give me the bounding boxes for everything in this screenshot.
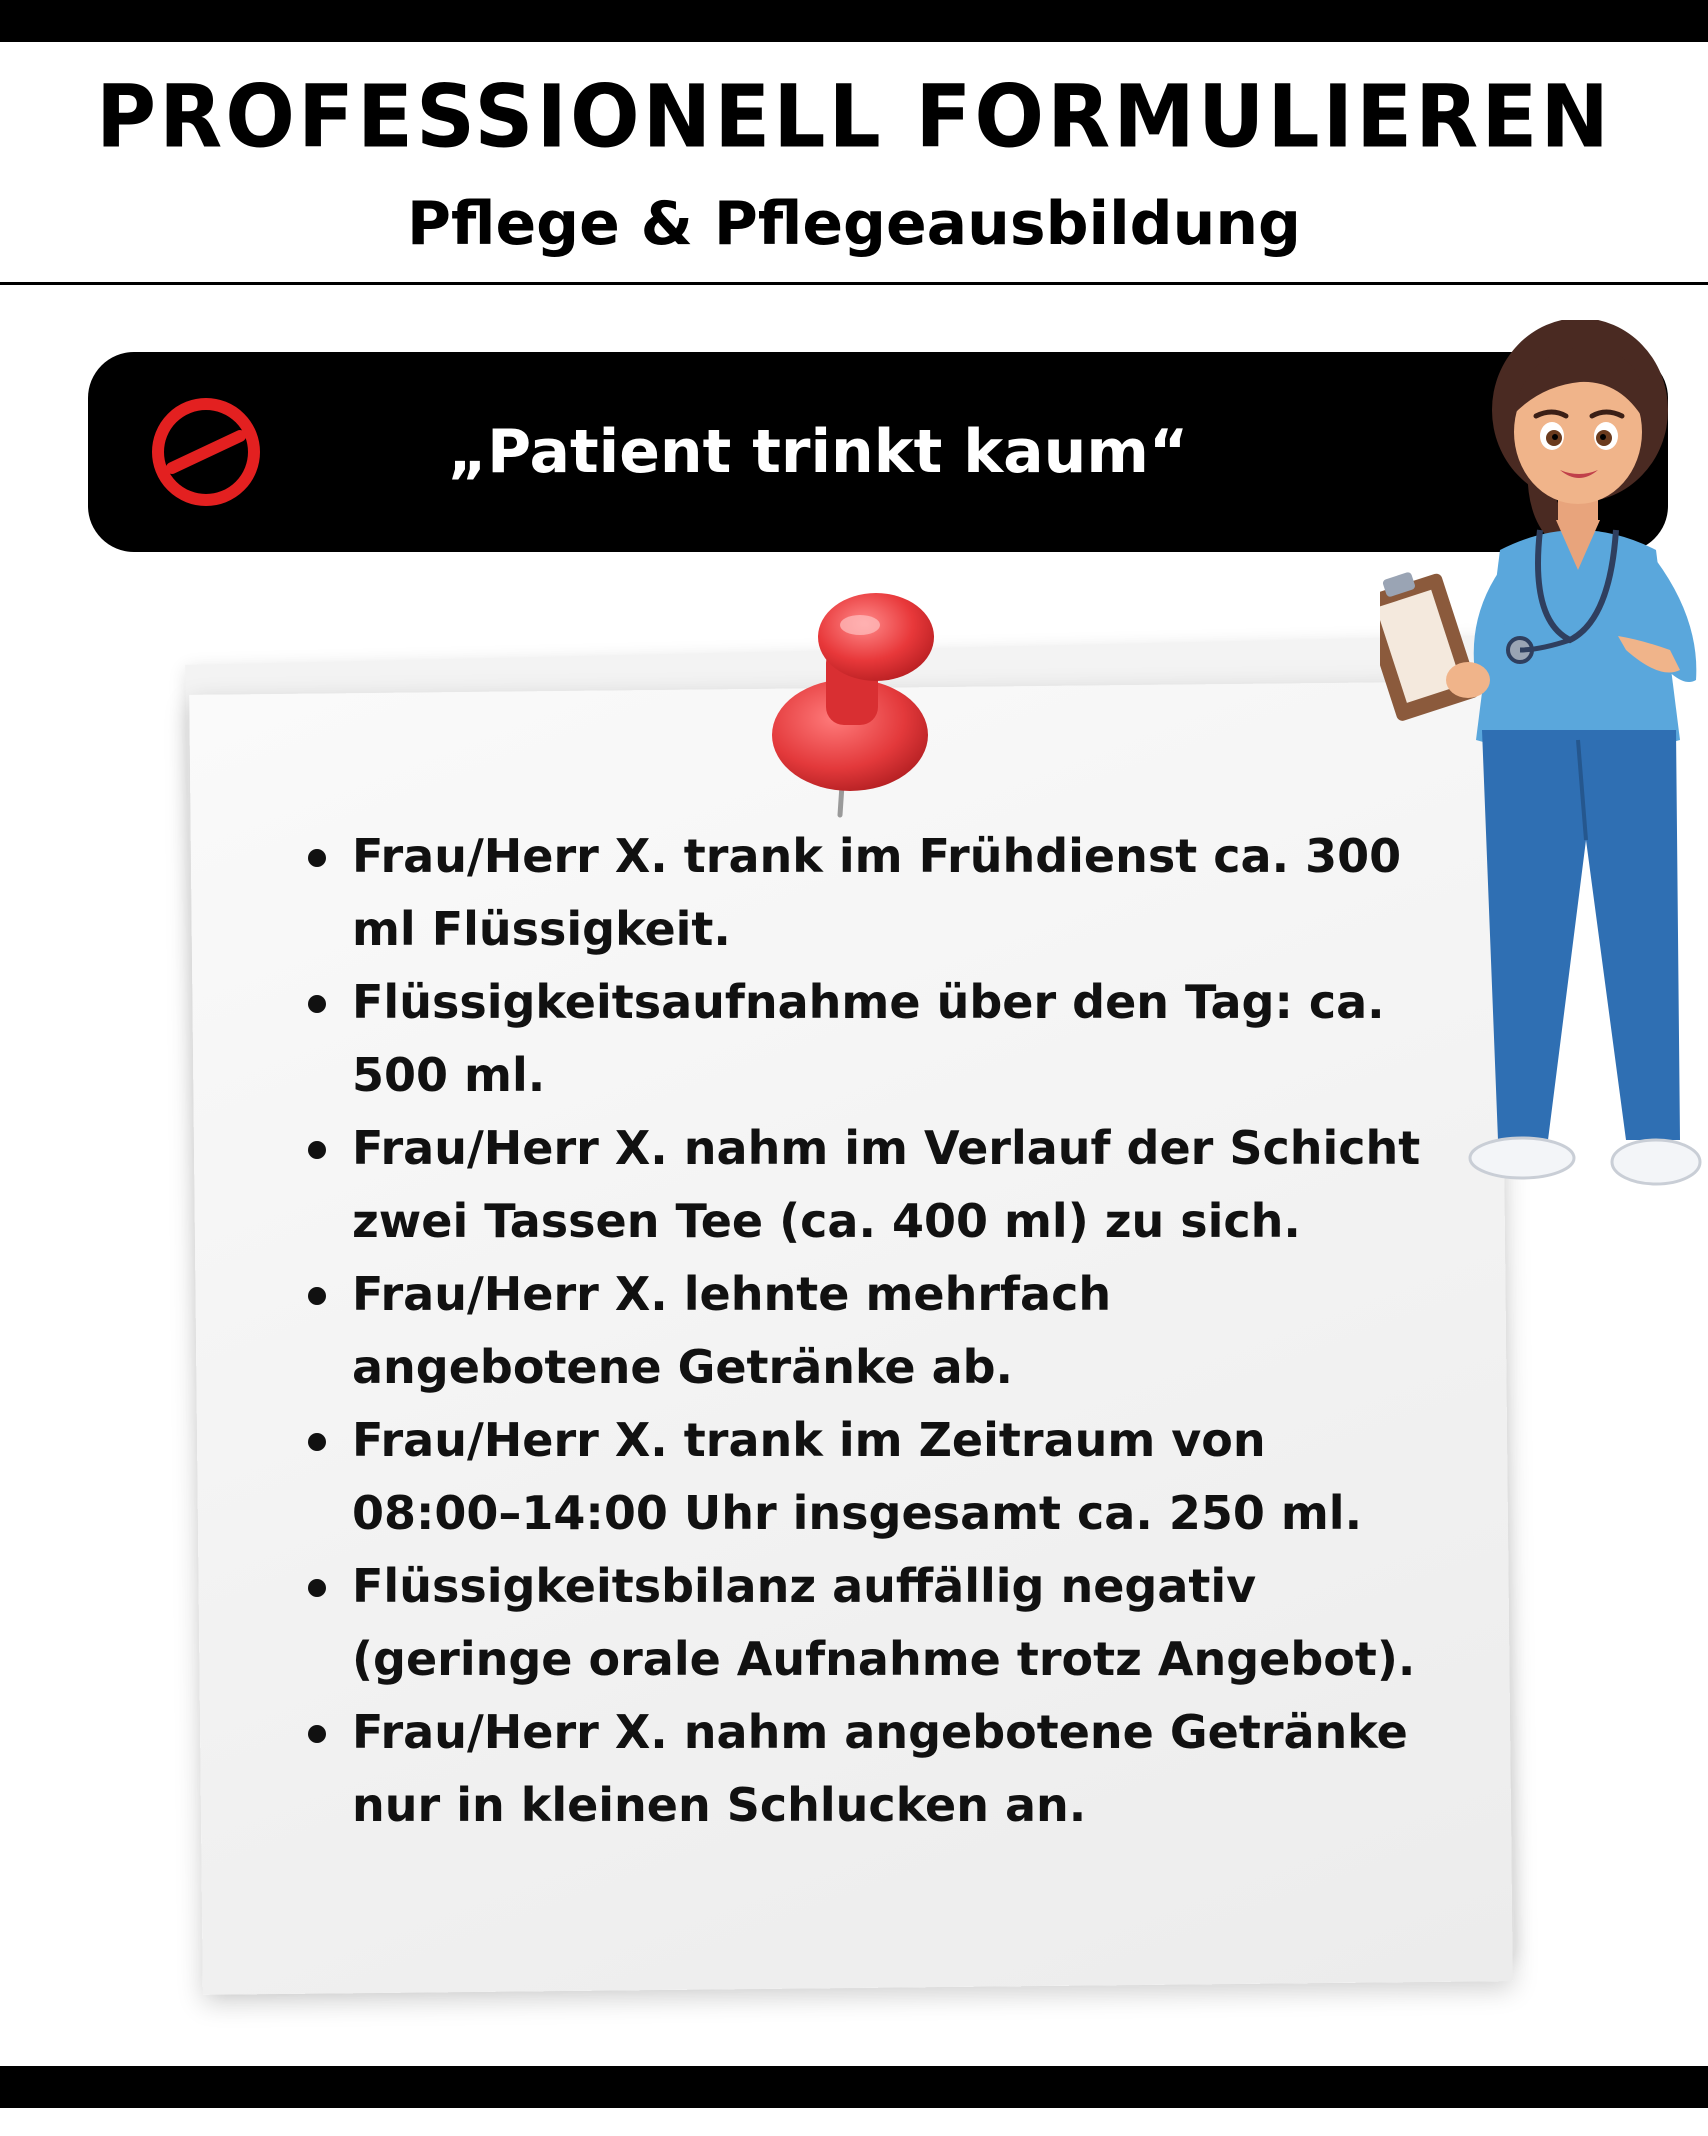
bottom-border-bar [0, 2066, 1708, 2108]
bullet-icon [308, 849, 326, 867]
bullet-icon [308, 1725, 326, 1743]
page-subtitle: Pflege & Pflegeausbildung [407, 189, 1301, 259]
list-item-text: Frau/Herr X. lehnte mehrfach angebotene Getränke ab. [352, 1267, 1112, 1394]
page-title: PROFESSIONELL FORMULIEREN [96, 67, 1612, 168]
banner-statement: „Patient trinkt kaum“ [447, 417, 1189, 487]
list-item [306, 966, 1436, 1112]
list-item-text: Frau/Herr X. trank im Zeitraum von 08:00–14:00 Uhr insgesamt ca. 250 ml. [352, 1413, 1363, 1540]
bullet-icon [308, 1579, 326, 1597]
list-item-text: Frau/Herr X. nahm im Verlauf der Schicht zwei Tassen Tee (ca. 400 ml) zu sich. [352, 1121, 1421, 1248]
list-item-text: Flüssigkeitsbilanz auffällig negativ (geringe orale Aufnahme trotz Angebot). [352, 1559, 1416, 1686]
list-item [306, 1112, 1436, 1258]
top-border-bar [0, 0, 1708, 42]
pushpin-icon [770, 585, 950, 825]
bullet-icon [308, 995, 326, 1013]
header-divider [0, 282, 1708, 285]
nurse-illustration [1380, 320, 1708, 1220]
bullet-icon [308, 1141, 326, 1159]
list-item [306, 1258, 1436, 1404]
notes-list [306, 820, 1436, 1842]
list-item-text: Flüssigkeitsaufnahme über den Tag: ca. 500 ml. [352, 975, 1385, 1102]
list-item [306, 820, 1436, 966]
bullet-icon [308, 1433, 326, 1451]
list-item [306, 1550, 1436, 1696]
list-item-text: Frau/Herr X. nahm angebotene Getränke nur in kleinen Schlucken an. [352, 1705, 1408, 1832]
prohibited-icon [150, 396, 262, 508]
list-item-text: Frau/Herr X. trank im Frühdienst ca. 300 ml Flüssigkeit. [352, 829, 1402, 956]
bullet-icon [308, 1287, 326, 1305]
list-item [306, 1404, 1436, 1550]
list-item [306, 1696, 1436, 1842]
